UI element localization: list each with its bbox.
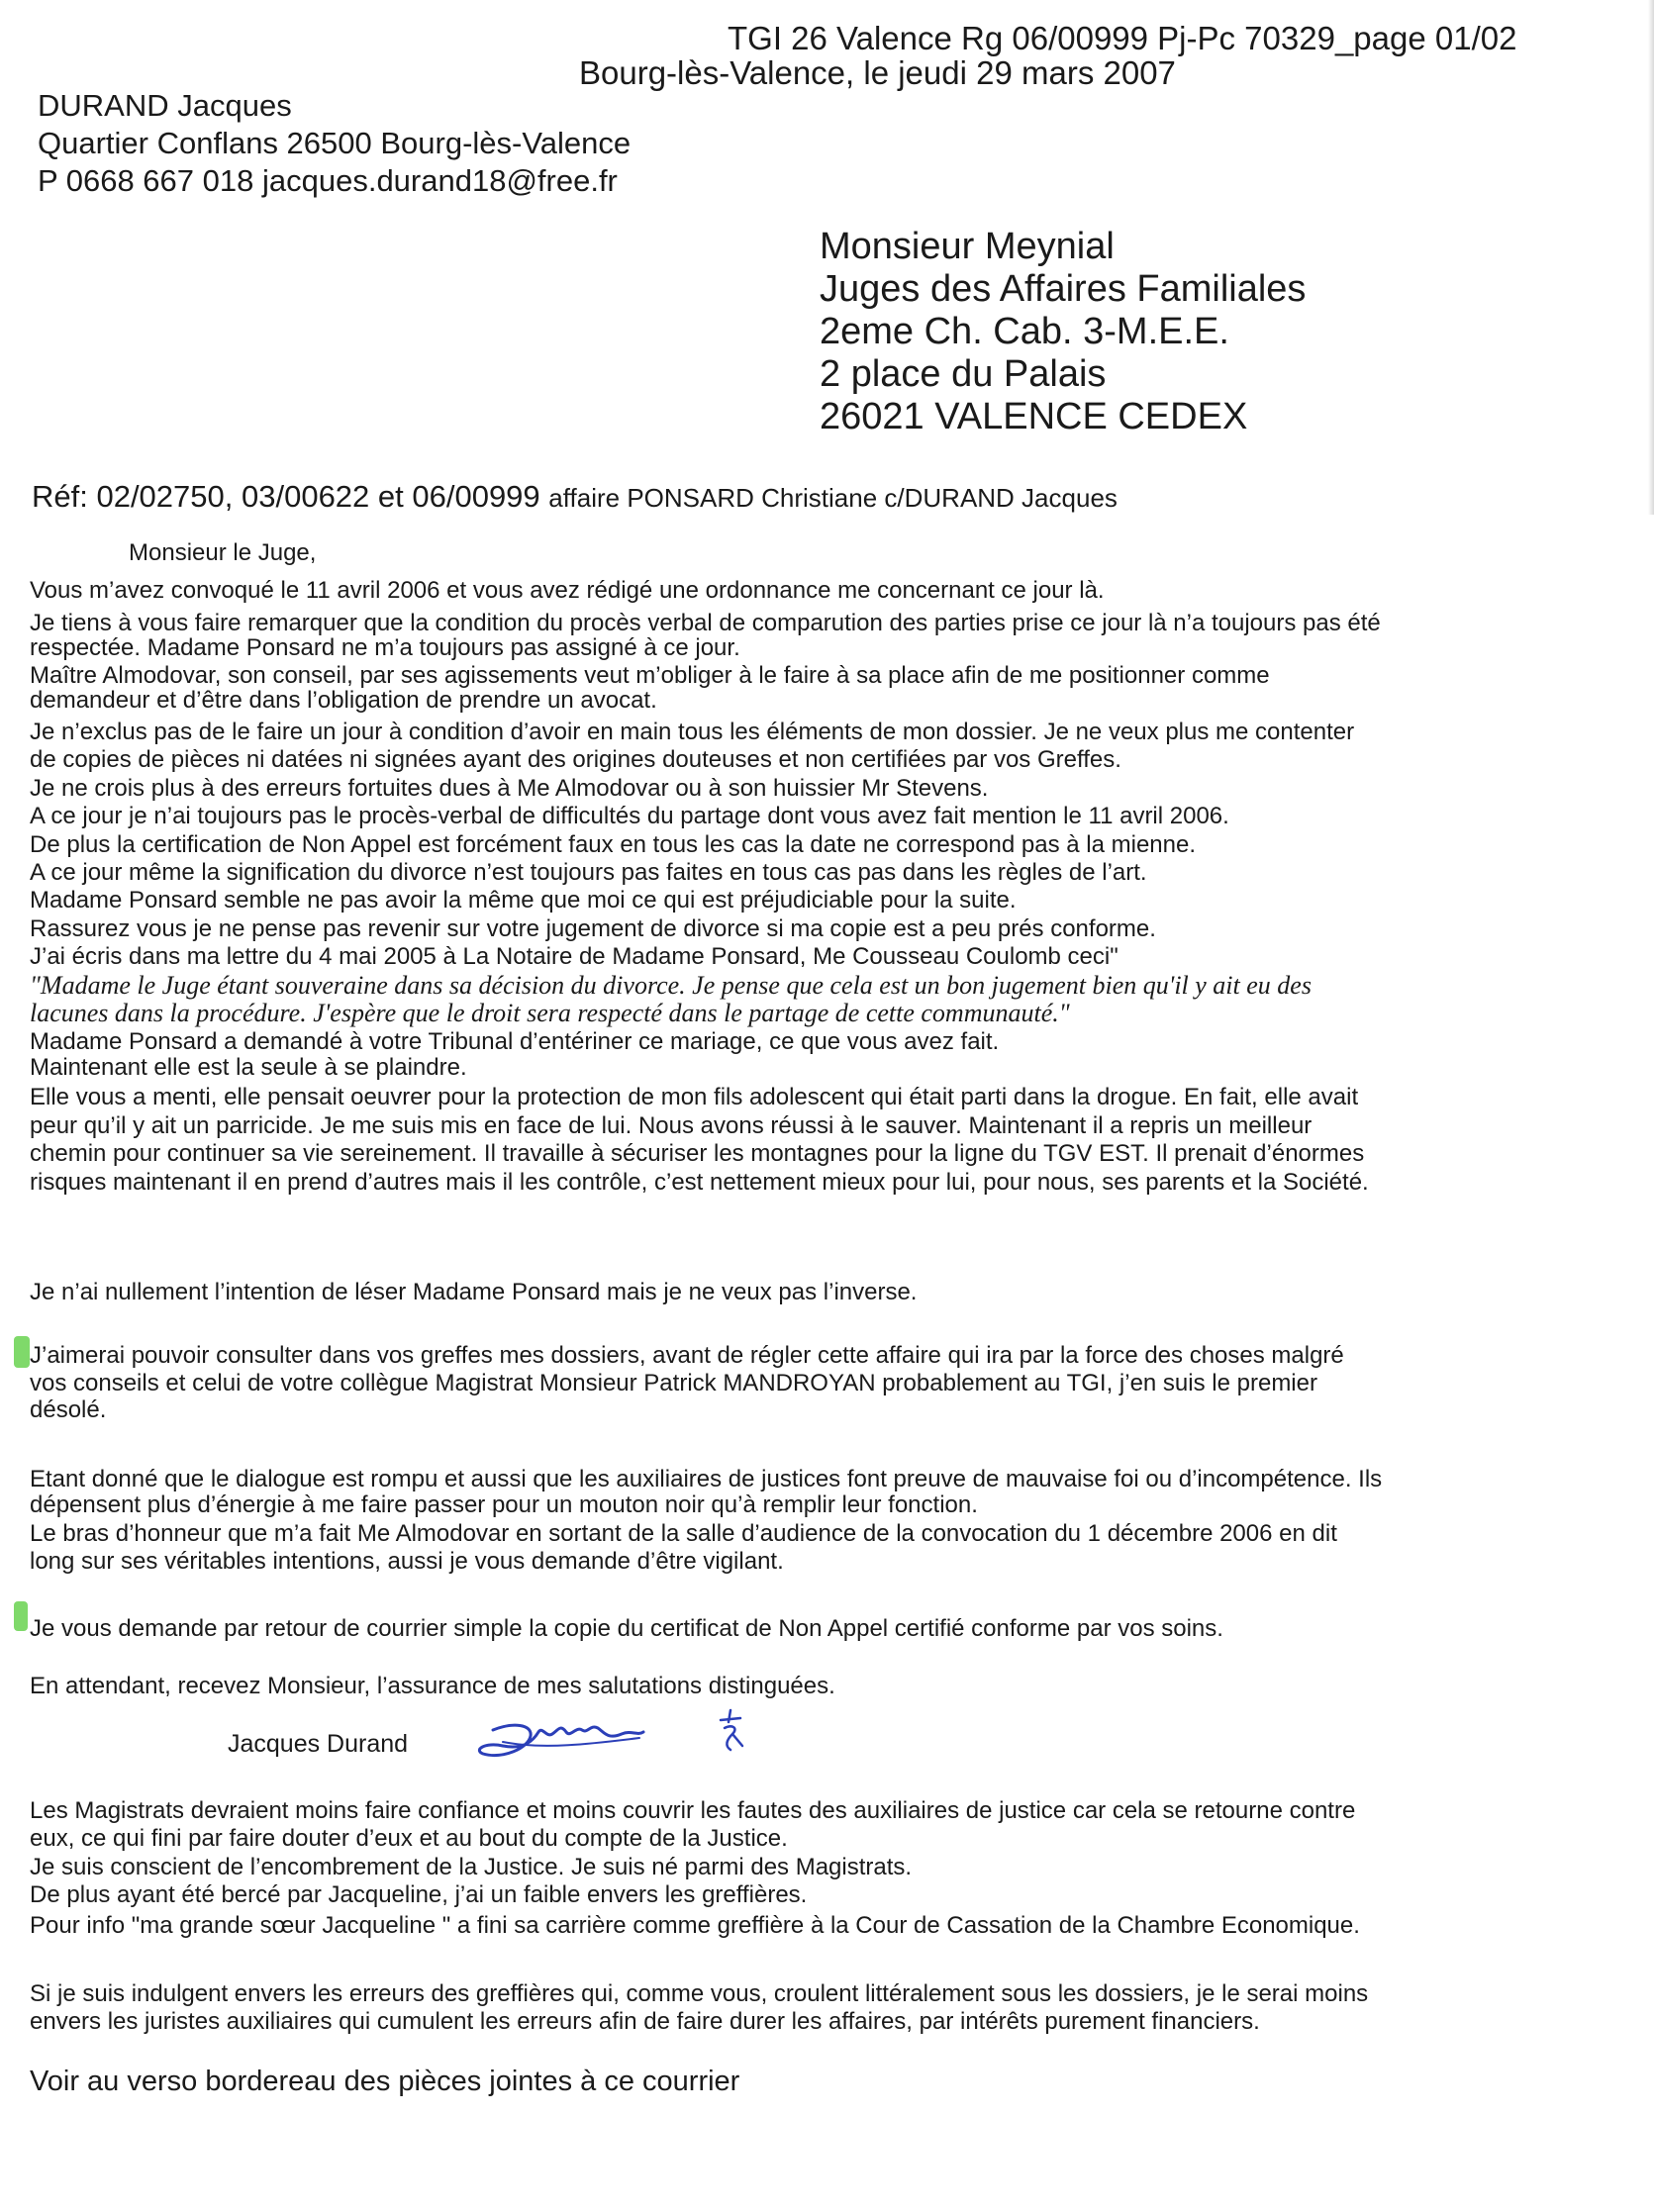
text-line: Madame Ponsard semble ne pas avoir la même que moi ce qui est préjudiciable pour la suite.: [30, 887, 1017, 914]
sender-block: [38, 87, 631, 200]
reference-numbers: Réf: 02/02750, 03/00622 et 06/00999: [32, 479, 540, 514]
reference-affair: affaire PONSARD Christiane c/DURAND Jacques: [548, 483, 1118, 513]
sender-name: DURAND Jacques: [38, 88, 292, 123]
text-line: A ce jour même la signification du divorce n’est toujours pas faites en tous cas pas dans les règles de l’art.: [30, 859, 1147, 887]
signature-initial-mark: [711, 1706, 750, 1756]
case-reference-header: TGI 26 Valence Rg 06/00999 Pj-Pc 70329_page 01/02: [728, 20, 1517, 56]
quote-line: lacunes dans la procédure. J'espère que le droit sera respecté dans le partage de cette communauté.": [30, 999, 1070, 1028]
paragraph-dialogue: [30, 1468, 1623, 1575]
text-line: dépensent plus d’énergie à me faire passer pour un mouton noir qu’à remplir leur fonction.: [30, 1491, 978, 1519]
text-line: Maintenant elle est la seule à se plaindre.: [30, 1053, 467, 1081]
letter-date: Bourg-lès-Valence, le jeudi 29 mars 2007: [579, 54, 1176, 91]
highlighter-mark: [14, 1601, 28, 1631]
signatory-name: Jacques Durand: [228, 1730, 409, 1758]
text-line: risques maintenant il en prend d’autres mais il les contrôle, c’est nettement mieux pour lui, pour nous, ses parents et la Société.: [30, 1168, 1369, 1196]
recipient-line: Juges des Affaires Familiales: [820, 268, 1307, 310]
text-line: De plus la certification de Non Appel est forcément faux en tous les cas la date ne correspond pas à la mienne.: [30, 830, 1197, 858]
text-line: A ce jour je n’ai toujours pas le procès-verbal de difficultés du partage dont vous avez fait mention le 11 avril 2006.: [30, 803, 1229, 830]
text-line: Madame Ponsard a demandé à votre Tribunal d’entériner ce mariage, ce que vous avez fait.: [30, 1027, 1000, 1055]
text-line: En attendant, recevez Monsieur, l’assurance de mes salutations distinguées.: [30, 1673, 835, 1699]
paragraph-consult: [30, 1344, 1623, 1422]
text-line: Rassurez vous je ne pense pas revenir sur votre jugement de divorce si ma copie est a peu prés conforme.: [30, 914, 1156, 942]
text-line: Maître Almodovar, son conseil, par ses agissements veut m’obliger à le faire à sa place afin de me positionner comme: [30, 662, 1270, 690]
reference-line: [32, 479, 1118, 515]
text-line: demandeur et d’être dans l’obligation de prendre un avocat.: [30, 686, 657, 714]
text-line: désolé.: [30, 1395, 107, 1423]
text-line: chemin pour continuer sa vie sereinement. Il travaille à sécuriser les montagnes pour la ligne du TGV EST. Il prenait d’énormes: [30, 1140, 1365, 1168]
sender-address: Quartier Conflans 26500 Bourg-lès-Valence: [38, 126, 632, 160]
text-line: Vous m’avez convoqué le 11 avril 2006 et vous avez rédigé une ordonnance me concernant ce jour là.: [30, 577, 1105, 604]
text-line: Les Magistrats devraient moins faire confiance et moins couvrir les fautes des auxiliaires de justice car cela se retourne contre: [30, 1797, 1356, 1824]
signature-scribble: [473, 1702, 671, 1772]
salutation: Monsieur le Juge,: [129, 539, 317, 566]
scan-edge-shadow: [1648, 0, 1654, 515]
quote-line: "Madame le Juge étant souveraine dans sa décision du divorce. Je pense que cela est un bon jugement bien qu'il y ait eu des: [30, 970, 1312, 1000]
text-line: De plus ayant été bercé par Jacqueline, j’ai un faible envers les greffières.: [30, 1881, 808, 1909]
text-line: Je vous demande par retour de courrier simple la copie du certificat de Non Appel certifié conforme par vos soins.: [30, 1615, 1223, 1642]
text-line: vos conseils et celui de votre collègue Magistrat Monsieur Patrick MANDROYAN probablement au TGI, j’en suis le premier: [30, 1370, 1317, 1397]
text-line: respectée. Madame Ponsard ne m’a toujours pas assigné à ce jour.: [30, 633, 740, 661]
text-line: Elle vous a menti, elle pensait oeuvrer pour la protection de mon fils adolescent qui était parti dans la drogue. En fait, elle avait: [30, 1084, 1359, 1111]
recipient-line: 2 place du Palais: [820, 353, 1107, 395]
paragraph-convocation: [30, 579, 1623, 1195]
text-line: long sur ses véritables intentions, aussi je vous demande d’être vigilant.: [30, 1548, 784, 1576]
text-line: J’aimerai pouvoir consulter dans vos greffes mes dossiers, avant de régler cette affaire qui ira par la force des choses malgré: [30, 1342, 1344, 1369]
text-line: Je tiens à vous faire remarquer que la condition du procès verbal de comparution des parties prise ce jour là n’a toujours pas été: [30, 610, 1381, 637]
recipient-line: 26021 VALENCE CEDEX: [820, 396, 1248, 437]
postscript-magistrats: [30, 1799, 1623, 1938]
text-line: J’ai écris dans ma lettre du 4 mai 2005 à La Notaire de Madame Ponsard, Me Cousseau Coulomb ceci": [30, 943, 1119, 971]
text-line: Je n’exclus pas de le faire un jour à condition d’avoir en main tous les éléments de mon dossier. Je ne veux plus me contenter: [30, 719, 1355, 746]
text-line: de copies de pièces ni datées ni signées ayant des origines douteuses et non certifiées par vos Greffes.: [30, 746, 1121, 774]
recipient-line: Monsieur Meynial: [820, 226, 1115, 267]
postscript-greffieres: [30, 1982, 1623, 2035]
text-line: eux, ce qui fini par faire douter d’eux et au bout du compte de la Justice.: [30, 1825, 788, 1853]
text-line: Si je suis indulgent envers les erreurs des greffières qui, comme vous, croulent littéralement sous les dossiers, je le serai moins: [30, 1980, 1369, 2007]
verso-note: Voir au verso bordereau des pièces jointes à ce courrier: [30, 2066, 740, 2097]
text-line: Etant donné que le dialogue est rompu et aussi que les auxiliaires de justices font preuve de mauvaise foi ou d’incompétence. Ils: [30, 1466, 1383, 1492]
highlighter-mark: [14, 1336, 30, 1368]
recipient-line: 2eme Ch. Cab. 3-M.E.E.: [820, 311, 1229, 352]
paragraph-request: [30, 1617, 1623, 1641]
text-line: Pour info "ma grande sœur Jacqueline " a fini sa carrière comme greffière à la Cour de Cassation de la Chambre Economique.: [30, 1911, 1360, 1939]
sender-contact: P 0668 667 018 jacques.durand18@free.fr: [38, 163, 618, 198]
text-line: Je suis conscient de l’encombrement de la Justice. Je suis né parmi des Magistrats.: [30, 1853, 913, 1880]
text-line: envers les juristes auxiliaires qui cumulent les erreurs afin de faire durer les affaires, par intérêts purement financiers.: [30, 2008, 1260, 2036]
text-line: Je n’ai nullement l’intention de léser Madame Ponsard mais je ne veux pas l’inverse.: [30, 1279, 918, 1305]
text-line: Je ne crois plus à des erreurs fortuites dues à Me Almodovar ou à son huissier Mr Stevens.: [30, 774, 989, 802]
closing-formula: [30, 1675, 1623, 1698]
recipient-block: [820, 226, 1306, 438]
text-line: peur qu’il y ait un parricide. Je me suis mis en face de lui. Nous avons réussi à le sauver. Maintenant il a repris un meilleur: [30, 1111, 1313, 1139]
paragraph-intention: [30, 1281, 1623, 1304]
text-line: Le bras d’honneur que m’a fait Me Almodovar en sortant de la salle d’audience de la convocation du 1 décembre 2006 en dit: [30, 1519, 1337, 1547]
